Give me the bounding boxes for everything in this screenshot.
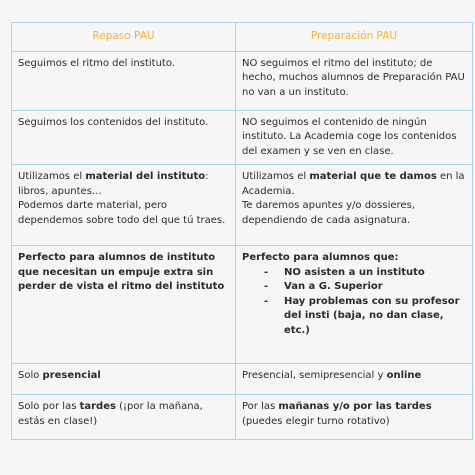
list-item: - NO asisten a un instituto	[264, 266, 466, 281]
bold-text: online	[386, 370, 422, 381]
table-row	[12, 364, 473, 395]
cell-r3-c1	[12, 165, 236, 246]
table-row	[12, 110, 473, 165]
text: Podemos darte material, pero dependemos sobre todo del que tú traes.	[18, 200, 226, 226]
cell-r6-c1	[12, 395, 236, 440]
cell-r5-c2	[236, 364, 473, 395]
table-row	[12, 395, 473, 440]
cell-r1-c1: Seguimos el ritmo del instituto.	[12, 51, 236, 110]
cell-r2-c1: Seguimos los contenidos del instituto.	[12, 110, 236, 165]
bold-text: presencial	[42, 370, 101, 381]
text: : libros, apuntes…	[18, 171, 209, 197]
text: Utilizamos el	[242, 171, 310, 182]
list-title: Perfecto para alumnos que:	[242, 252, 399, 263]
bold-text: material del instituto	[85, 171, 206, 182]
cell-r4-c2	[236, 246, 473, 364]
table-row	[12, 165, 473, 246]
comparison-table	[11, 22, 473, 440]
cell-r5-c1	[12, 364, 236, 395]
text: Por las	[242, 401, 279, 412]
text: Solo	[18, 370, 43, 381]
cell-r2-c2: NO seguimos el contenido de ningún instituto. La Academia coge los contenidos del examen y se ven en clase.	[236, 110, 473, 165]
text: Solo por las	[18, 401, 80, 412]
list-item: - Hay problemas con su profesor del insti (baja, no dan clase, etc.)	[264, 295, 466, 339]
header-repaso-pau: Repaso PAU	[12, 23, 236, 52]
cell-r6-c2	[236, 395, 473, 440]
header-preparacion-pau: Preparación PAU	[236, 23, 473, 52]
bold-text: tardes	[79, 401, 116, 412]
cell-r1-c2: NO seguimos el ritmo del instituto; de hecho, muchos alumnos de Preparación PAU no van a un instituto.	[236, 51, 473, 110]
cell-r3-c2	[236, 165, 473, 246]
text: Presencial, semipresencial y	[242, 370, 387, 381]
text: en la Academia.	[242, 171, 465, 197]
cell-r4-c1: Perfecto para alumnos de instituto que necesitan un empuje extra sin perder de vista el ritmo del instituto	[12, 246, 236, 364]
text: (¡por la mañana, estás en clase!)	[18, 401, 203, 427]
table-header-row	[12, 23, 473, 52]
text: Te daremos apuntes y/o dossieres, dependiendo de cada asignatura.	[242, 200, 415, 226]
list-item: - Van a G. Superior	[264, 280, 466, 295]
table-row	[12, 51, 473, 110]
table-row	[12, 246, 473, 364]
bold-text: material que te damos	[309, 171, 437, 182]
bullet-list	[242, 266, 466, 339]
text: (puedes elegir turno rotativo)	[242, 415, 390, 427]
bold-text: mañanas y/o por las tardes	[278, 401, 432, 412]
text: Utilizamos el	[18, 171, 86, 182]
